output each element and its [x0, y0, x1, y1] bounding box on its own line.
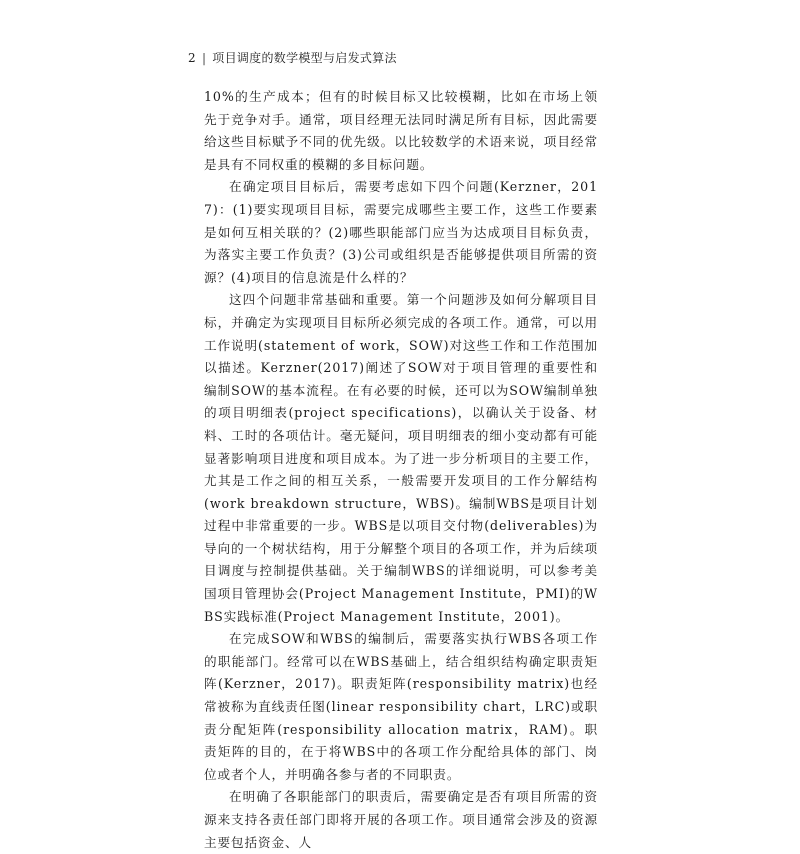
- paragraph-4: 在完成SOW和WBS的编制后，需要落实执行WBS各项工作的职能部门。经常可以在WBS基础上，结合组织结构确定职责矩阵(Kerzner，2017)。职责矩阵(responsibility matrix)也经常被称为直线责任图(linear responsibility chart，LRC)或职责分配矩阵(responsibility allocation matrix，RAM)。职责矩阵的目的，在于将WBS中的各项工作分配给具体的部门、岗位或者个人，并明确各参与者的不同职责。: [204, 631, 598, 782]
- running-header: [188, 50, 397, 66]
- paragraph-3: 这四个问题非常基础和重要。第一个问题涉及如何分解项目目标，并确定为实现项目目标所必须完成的各项工作。通常，可以用工作说明(statement of work，SOW)对这些工作和工作范围加以描述。Kerzner(2017)阐述了SOW对于项目管理的重要性和编制SOW的基本流程。在有必要的时候，还可以为SOW编制单独的项目明细表(project specifications)，以确认关于设备、材料、工时的各项估计。毫无疑问，项目明细表的细小变动都有可能显著影响项目进度和项目成本。为了进一步分析项目的主要工作，尤其是工作之间的相互关系，一般需要开发项目的工作分解结构(work breakdown structure，WBS)。编制WBS是项目计划过程中非常重要的一步。WBS是以项目交付物(deliverables)为导向的一个树状结构，用于分解整个项目的各项工作，并为后续项目调度与控制提供基础。关于编制WBS的详细说明，可以参考美国项目管理协会(Project Management Institute，PMI)的WBS实践标准(Project Management Institute，2001)。: [204, 292, 598, 624]
- header-separator: |: [201, 51, 207, 65]
- paragraph-2: 在确定项目目标后，需要考虑如下四个问题(Kerzner，2017)：(1)要实现项目目标，需要完成哪些主要工作，这些工作要素是如何互相关联的？(2)哪些职能部门应当为达成项目目标负责，为落实主要工作负责？(3)公司或组织是否能够提供项目所需的资源？(4)项目的信息流是什么样的？: [204, 179, 598, 285]
- page-number: 2: [188, 51, 196, 65]
- paragraph-1: 10%的生产成本；但有的时候目标又比较模糊，比如在市场上领先于竞争对手。通常，项目经理无法同时满足所有目标，因此需要给这些目标赋予不同的优先级。以比较数学的术语来说，项目经常是具有不同权重的模糊的多目标问题。: [204, 89, 598, 172]
- body-text: [204, 86, 598, 854]
- book-title: 项目调度的数学模型与启发式算法: [212, 51, 397, 65]
- paragraph-5: 在明确了各职能部门的职责后，需要确定是否有项目所需的资源来支持各责任部门即将开展的各项工作。项目通常会涉及的资源主要包括资金、人: [204, 789, 598, 850]
